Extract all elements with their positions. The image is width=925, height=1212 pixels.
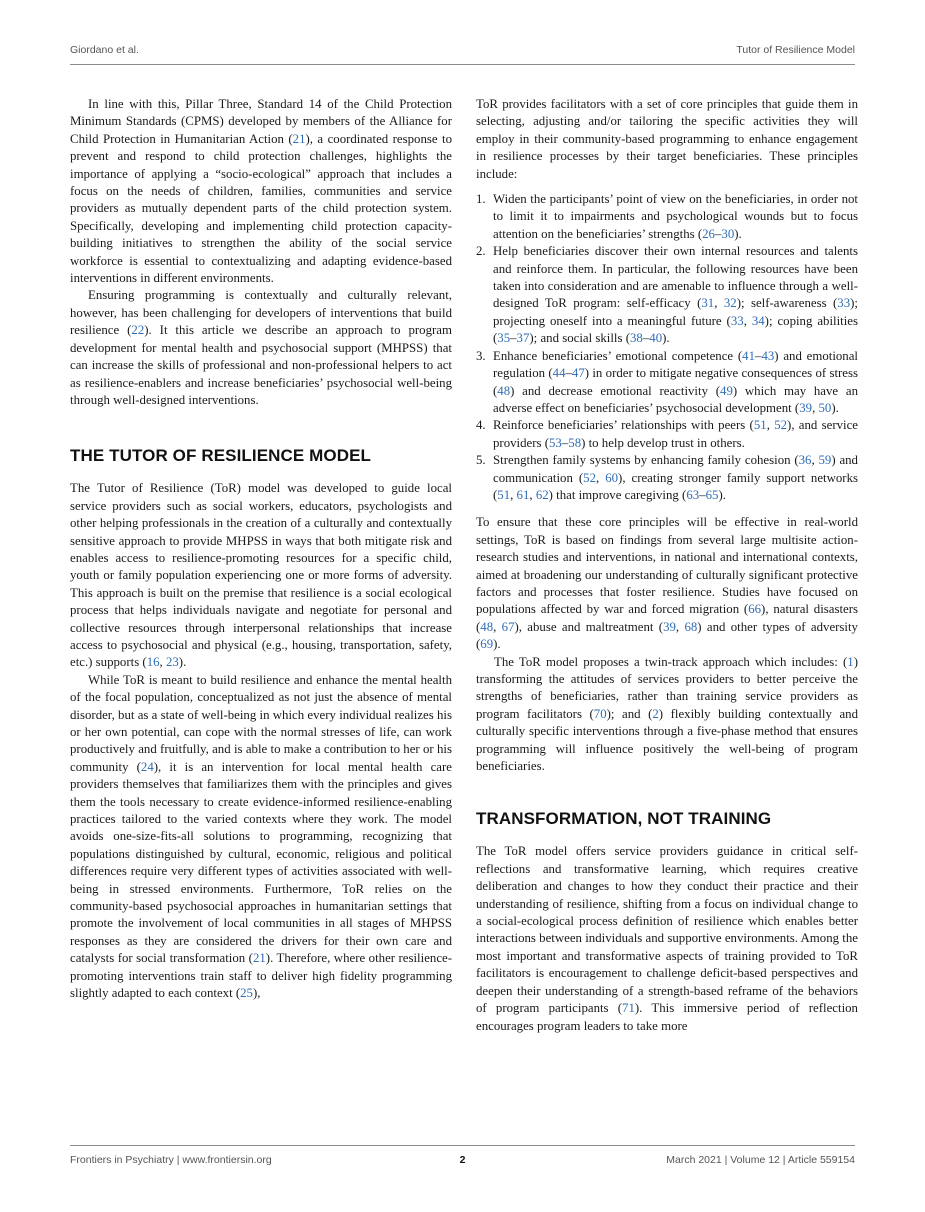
citation-link[interactable]: 39 — [799, 400, 813, 415]
list-number: 3. — [476, 348, 486, 363]
citation-link[interactable]: 44 — [552, 366, 566, 381]
citation-link[interactable]: 51 — [753, 418, 767, 433]
footer-journal: Frontiers in Psychiatry | www.frontiersin.org — [70, 1154, 272, 1166]
list-item-text: Help beneficiaries discover their own internal resources and talents and reinforce them. In particular, the following resources have been taken into consideration and are amenable to influence through a well-designed ToR program: self-efficacy (31, 32); self-awareness (33); projecting oneself into a meaningful future (33, 34); coping abilities (35–37); and social skills (38–40). — [493, 244, 858, 346]
citation-link[interactable]: 33 — [837, 296, 851, 311]
citation-link[interactable]: 66 — [748, 602, 762, 617]
paragraph: While ToR is meant to build resilience and enhance the mental health of the focal population, conceptualized as not just the absence of mental disorder, but as a state of well-being in which every individual realizes his or her own potential, can cope with the normal stresses of life, can work productively and fruitfully, and is able to make a contribution to her or his community (24), it is an intervention for local mental health care providers themselves that familiarizes them with the principles and gives them the tools necessary to create evidence-informed resilience-enabling practices tailored to the varied contexts where they work. The model avoids one-size-fits-all solutions to programming, recognizing that populations distinguished by cultural, economic, religious and political differences require very different types of activities associated with well-being in stressed environments. Furthermore, ToR relies on the community-based psychosocial approaches in humanitarian settings that promote the involvement of local communities in all stages of MHPSS responses as they are considered the drivers for their own care and catalysts for social transformation (21). Therefore, where other resilience-promoting interventions train staff to deliver high fidelity programming slightly adapted to each context (25), — [70, 672, 452, 1001]
list-item — [476, 452, 858, 504]
citation-link[interactable]: 59 — [818, 453, 832, 468]
citation-link[interactable]: 23 — [165, 655, 179, 670]
list-number: 4. — [476, 418, 486, 433]
page-footer — [70, 1154, 855, 1170]
list-item — [476, 243, 858, 347]
right-column — [476, 96, 858, 1035]
citation-link[interactable]: 67 — [501, 619, 515, 634]
citation-link[interactable]: 30 — [721, 226, 735, 241]
citation-link[interactable]: 50 — [818, 400, 832, 415]
citation-link[interactable]: 1 — [847, 654, 854, 669]
citation-link[interactable]: 37 — [516, 331, 530, 346]
list-item-text: Enhance beneficiaries’ emotional competence (41–43) and emotional regulation (44–47) in order to mitigate negative consequences of stress (48) and decrease emotional reactivity (49) which may have an adverse effect on beneficiaries’ psychosocial development (39, 50). — [493, 348, 858, 415]
header-rule — [70, 64, 855, 65]
header-running-title: Tutor of Resilience Model — [736, 44, 855, 56]
paragraph: In line with this, Pillar Three, Standard 14 of the Child Protection Minimum Standards (CPMS) developed by members of the Alliance for Child Protection in Humanitarian Action (21), a coordinated response to prevent and respond to child protection challenges, highlights the importance of applying a “socio-ecological” approach that includes a focus on the needs of children, families, communities and service providers as mutually dependent parts of the child protection system. Specifically, developing and implementing child protection capacity-building initiatives to strengthen the ability of the social service workforce is essential to contextualizing and adapting evidence-based interventions in different environments. — [70, 97, 452, 286]
citation-link[interactable]: 31 — [701, 296, 715, 311]
citation-link[interactable]: 41 — [742, 348, 756, 363]
citation-link[interactable]: 70 — [593, 706, 607, 721]
citation-link[interactable]: 43 — [761, 348, 775, 363]
citation-link[interactable]: 49 — [720, 383, 733, 398]
paragraph: Ensuring programming is contextually and culturally relevant, however, has been challenging for developers of interventions that build resilience (22). It this article we describe an approach to program development for mental health and psychosocial support (MHPSS) that can increase the skills of professional and non-professional helpers to act as resilience-enablers and increase beneficiaries’ psychosocial well-being through well-designed interventions. — [70, 288, 452, 407]
citation-link[interactable]: 26 — [702, 226, 715, 241]
citation-link[interactable]: 21 — [252, 951, 266, 966]
footer-rule — [70, 1145, 855, 1146]
citation-link[interactable]: 38 — [630, 331, 643, 346]
list-item — [476, 417, 858, 452]
citation-link[interactable]: 40 — [649, 331, 663, 346]
citation-link[interactable]: 65 — [705, 487, 719, 502]
citation-link[interactable]: 34 — [751, 313, 765, 328]
citation-link[interactable]: 36 — [798, 453, 812, 468]
citation-link[interactable]: 35 — [497, 331, 511, 346]
citation-link[interactable]: 51 — [497, 487, 511, 502]
paragraph: To ensure that these core principles will be effective in real-world settings, ToR is based on findings from several large multisite action-research studies and interventions, in national and international contexts, aimed at broadening our understanding of culturally significant protective factors and processes that foster resilience. Studies have focused on populations affected by war and forced migration (66), natural disasters (48, 67), abuse and maltreatment (39, 68) and other types of adversity (69). — [476, 515, 858, 652]
citation-link[interactable]: 48 — [497, 383, 511, 398]
citation-link[interactable]: 53 — [549, 435, 562, 450]
paragraph: The ToR model proposes a twin-track approach which includes: (1) transforming the attitudes of services providers to better perceive the strengths of beneficiaries, rather than training service providers as program facilitators (70); and (2) flexibly building contextually and culturally specific interventions through a five-phase method that ensures programming will influence positively the well-being of program beneficiaries. — [476, 654, 859, 774]
list-item — [476, 348, 858, 418]
list-item-text: Strengthen family systems by enhancing family cohesion (36, 59) and communication (52, 60), creating stronger family support networks (51, 61, 62) that improve caregiving (63–65). — [493, 453, 858, 502]
citation-link[interactable]: 52 — [583, 470, 596, 485]
header-authors: Giordano et al. — [70, 44, 139, 56]
citation-link[interactable]: 71 — [622, 1001, 635, 1016]
citation-link[interactable]: 2 — [652, 706, 659, 721]
citation-link[interactable]: 60 — [605, 470, 619, 485]
citation-link[interactable]: 25 — [240, 986, 253, 1001]
citation-link[interactable]: 32 — [723, 296, 737, 311]
left-column — [70, 96, 452, 1003]
list-number: 5. — [476, 453, 486, 468]
citation-link[interactable]: 62 — [535, 487, 549, 502]
citation-link[interactable]: 69 — [480, 637, 494, 652]
page-number: 2 — [459, 1154, 466, 1166]
citation-link[interactable]: 47 — [571, 366, 585, 381]
paragraph: ToR provides facilitators with a set of core principles that guide them in selecting, adjusting and/or tailoring the specific activities they will employ in their community-based programming to enhance engagement in resilience processes by their target beneficiaries. These principles include: — [476, 97, 858, 181]
citation-link[interactable]: 68 — [684, 619, 698, 634]
list-item — [476, 191, 858, 243]
page-header — [70, 44, 855, 60]
citation-link[interactable]: 63 — [686, 487, 700, 502]
citation-link[interactable]: 61 — [516, 487, 530, 502]
section-heading-tutor-of-resilience: THE TUTOR OF RESILIENCE MODEL — [70, 446, 372, 466]
list-number: 2. — [476, 244, 486, 259]
list-item-text: Reinforce beneficiaries’ relationships with peers (51, 52), and service providers (53–58) to help develop trust in others. — [493, 418, 859, 450]
paragraph: The ToR model offers service providers guidance in critical self-reflections and transformative learning, which requires creative deliberation and changes to how they conduct their practice and their understanding of resilience, shifting from a focus on individual change to a social-ecological process definition of resilience which enables better interactions between individuals and supportive environments. Among the most important and transformative aspects of training provided to ToR facilitators is encouragement to challenge deficit-based perspectives and deepen their understanding of a strength-based reframe of the behaviors of program participants (71). This immersive period of reflection encourages program leaders to take more — [476, 844, 858, 1033]
citation-link[interactable]: 16 — [146, 655, 160, 670]
citation-link[interactable]: 48 — [480, 619, 494, 634]
section-heading-transformation: TRANSFORMATION, NOT TRAINING — [476, 809, 772, 829]
footer-article-info: March 2021 | Volume 12 | Article 559154 — [666, 1154, 855, 1166]
principles-list — [476, 191, 858, 504]
citation-link[interactable]: 21 — [292, 131, 306, 146]
citation-link[interactable]: 58 — [568, 435, 582, 450]
citation-link[interactable]: 39 — [663, 619, 676, 634]
citation-link[interactable]: 52 — [774, 418, 788, 433]
citation-link[interactable]: 33 — [730, 313, 744, 328]
citation-link[interactable]: 22 — [131, 323, 145, 338]
list-item-text: Widen the participants’ point of view on the beneficiaries, in order not to limit it to impairments and psychological wounds but to focus attention on the beneficiaries’ strengths (26–30). — [493, 192, 858, 241]
paragraph: The Tutor of Resilience (ToR) model was developed to guide local service providers such as social workers, educators, psychologists and other helping professionals in the creation of a culturally and contextually sensitive approach to provide MHPSS in ways that both mitigate risk and enables access to resilience-promoting resources for a specific child, youth or family population experiencing one or more forms of adversity. This approach is built on the premise that resilience is a social ecological process that helps individuals navigate and negotiate for personal and collective resources through interpersonal relationships that increase access to psychosocial and physical (e.g., housing, transportation, safety, etc.) supports (16, 23). — [70, 481, 452, 670]
list-number: 1. — [476, 192, 486, 207]
citation-link[interactable]: 24 — [140, 759, 154, 774]
